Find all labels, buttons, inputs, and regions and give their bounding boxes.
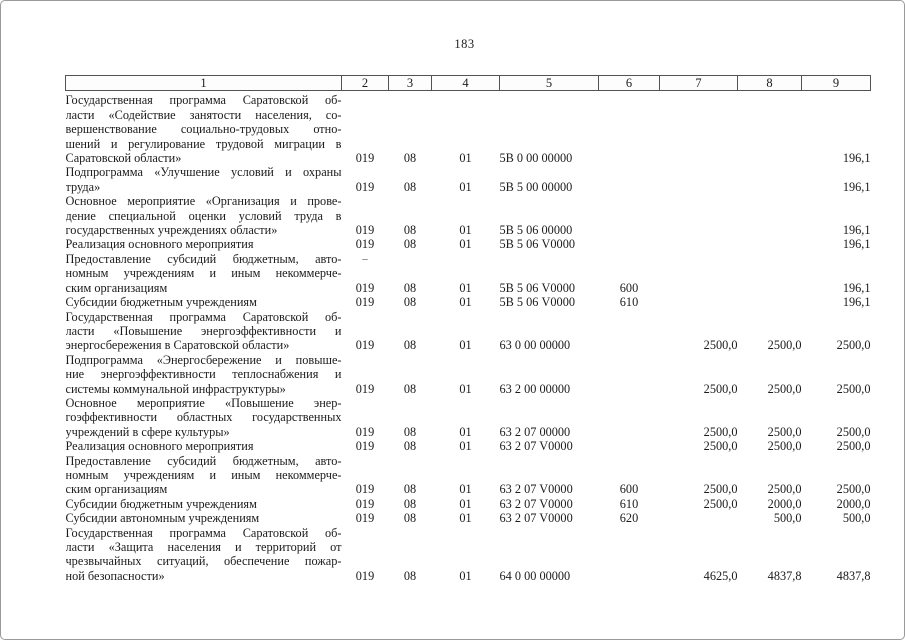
amount-cell-col8 xyxy=(738,511,802,525)
cell-value: 63 2 07 V0000 xyxy=(499,496,573,511)
amount-cell-col8 xyxy=(738,353,802,396)
amount-cell-col7 xyxy=(660,353,738,396)
cell-value: 019 xyxy=(355,511,375,526)
program-name-cell xyxy=(66,396,342,439)
section-code-cell xyxy=(389,295,432,309)
table-header-row xyxy=(66,76,871,91)
table-row xyxy=(66,237,871,251)
cell-value: 196,1 xyxy=(842,280,871,295)
program-name-line: учреждений в сфере культуры» xyxy=(65,424,230,439)
table-row xyxy=(66,497,871,511)
amount-cell-col9 xyxy=(802,310,871,353)
amount-cell-col7 xyxy=(660,511,738,525)
cell-value: 019 xyxy=(355,424,375,439)
target-article-cell xyxy=(500,194,599,237)
table-row xyxy=(66,91,871,166)
program-name-line: ласти «Защита населения и территорий от xyxy=(65,540,342,554)
program-name-line: системы коммунальной инфраструктуры» xyxy=(65,381,286,396)
cell-value: 5В 5 06 V0000 xyxy=(499,280,575,295)
cell-value: 01 xyxy=(459,439,472,454)
program-name-line: дение специальной оценки условий труда в xyxy=(65,208,342,223)
program-name-line: Реализация основного мероприятия xyxy=(65,439,254,454)
target-article-cell xyxy=(500,454,599,497)
subsection-code-cell xyxy=(432,526,500,584)
section-code-cell xyxy=(389,396,432,439)
cell-value: 019 xyxy=(355,568,375,583)
target-article-cell xyxy=(500,237,599,251)
cell-value: 019 xyxy=(355,223,375,238)
table-row xyxy=(66,526,871,584)
grbs-code-cell xyxy=(342,511,389,525)
column-header: 9 xyxy=(802,76,871,91)
table-row xyxy=(66,454,871,497)
program-name-line: Реализация основного мероприятия xyxy=(65,237,254,252)
amount-cell-col9 xyxy=(802,396,871,439)
cell-value: 2500,0 xyxy=(836,338,871,353)
page-number: 183 xyxy=(454,37,475,51)
target-article-cell xyxy=(500,396,599,439)
target-article-cell xyxy=(500,91,599,166)
scan-artifact-dash: – xyxy=(362,252,368,265)
cell-value: 63 0 00 00000 xyxy=(499,338,571,353)
expense-type-cell xyxy=(599,194,660,237)
cell-value: 610 xyxy=(619,496,639,511)
expense-type-cell xyxy=(599,310,660,353)
cell-value: 01 xyxy=(459,381,472,396)
program-name-line: ским организациям xyxy=(65,280,168,295)
cell-value: 01 xyxy=(459,223,472,238)
cell-value: 019 xyxy=(355,381,375,396)
amount-cell-col7 xyxy=(660,310,738,353)
cell-value: 2500,0 xyxy=(836,424,871,439)
cell-value: 500,0 xyxy=(773,511,802,526)
amount-cell-col8 xyxy=(738,439,802,453)
amount-cell-col7 xyxy=(660,91,738,166)
program-name-line: Предоставление субсидий бюджетным, авто- xyxy=(65,251,342,266)
program-name-cell xyxy=(66,511,342,525)
amount-cell-col8 xyxy=(738,310,802,353)
cell-value: 2500,0 xyxy=(703,424,738,439)
cell-value: 5В 5 06 00000 xyxy=(499,223,573,238)
amount-cell-col9 xyxy=(802,252,871,295)
cell-value: 2500,0 xyxy=(703,439,738,454)
section-code-cell xyxy=(389,237,432,251)
cell-value: 64 0 00 00000 xyxy=(499,568,571,583)
cell-value: 2500,0 xyxy=(767,338,802,353)
cell-value: 08 xyxy=(403,295,417,310)
expense-type-cell xyxy=(599,526,660,584)
expense-type-cell xyxy=(599,252,660,295)
subsection-code-cell xyxy=(432,237,500,251)
amount-cell-col7 xyxy=(660,497,738,511)
program-name-cell xyxy=(66,353,342,396)
cell-value: 08 xyxy=(403,179,417,194)
cell-value: 5В 0 00 00000 xyxy=(499,151,573,166)
amount-cell-col7 xyxy=(660,454,738,497)
target-article-cell xyxy=(500,511,599,525)
cell-value: 01 xyxy=(459,424,472,439)
amount-cell-col7 xyxy=(660,526,738,584)
program-name-cell xyxy=(66,237,342,251)
subsection-code-cell xyxy=(432,194,500,237)
table-row xyxy=(66,194,871,237)
program-name-line: Основное мероприятие «Повышение энер- xyxy=(65,395,342,410)
program-name-line: Подпрограмма «Улучшение условий и охраны xyxy=(65,165,342,180)
subsection-code-cell xyxy=(432,396,500,439)
amount-cell-col8 xyxy=(738,194,802,237)
amount-cell-col7 xyxy=(660,194,738,237)
target-article-cell xyxy=(500,252,599,295)
amount-cell-col8 xyxy=(738,526,802,584)
section-code-cell xyxy=(389,439,432,453)
grbs-code-cell xyxy=(342,295,389,309)
amount-cell-col8 xyxy=(738,454,802,497)
cell-value: 63 2 00 00000 xyxy=(499,381,571,396)
table-row xyxy=(66,295,871,309)
cell-value: 01 xyxy=(459,280,472,295)
expense-type-cell xyxy=(599,396,660,439)
program-name-line: Государственная программа Саратовской об- xyxy=(65,93,342,108)
table-row xyxy=(66,511,871,525)
grbs-code-cell xyxy=(342,310,389,353)
cell-value: 08 xyxy=(403,338,417,353)
target-article-cell xyxy=(500,295,599,309)
amount-cell-col9 xyxy=(802,511,871,525)
subsection-code-cell xyxy=(432,353,500,396)
program-name-cell xyxy=(66,454,342,497)
expense-type-cell xyxy=(599,237,660,251)
amount-cell-col8 xyxy=(738,252,802,295)
program-name-line: государственных учреждениях области» xyxy=(65,223,278,238)
grbs-code-cell xyxy=(342,439,389,453)
grbs-code-cell xyxy=(342,526,389,584)
cell-value: 019 xyxy=(355,151,375,166)
cell-value: 08 xyxy=(403,496,417,511)
cell-value: 2500,0 xyxy=(767,439,802,454)
cell-value: 196,1 xyxy=(842,179,871,194)
cell-value: 08 xyxy=(403,568,417,583)
section-code-cell xyxy=(389,91,432,166)
cell-value: 019 xyxy=(355,496,375,511)
subsection-code-cell xyxy=(432,511,500,525)
section-code-cell xyxy=(389,310,432,353)
cell-value: 019 xyxy=(355,439,375,454)
cell-value: 63 2 07 V0000 xyxy=(499,511,573,526)
target-article-cell xyxy=(500,526,599,584)
program-name-line: Субсидии бюджетным учреждениям xyxy=(65,295,257,310)
grbs-code-cell xyxy=(342,497,389,511)
amount-cell-col8 xyxy=(738,396,802,439)
cell-value: 600 xyxy=(619,482,639,497)
amount-cell-col9 xyxy=(802,194,871,237)
program-name-cell xyxy=(66,165,342,194)
program-name-line: номным учреждениям и иным некоммерче- xyxy=(65,467,342,482)
amount-cell-col7 xyxy=(660,165,738,194)
column-header: 3 xyxy=(389,76,432,91)
cell-value: 2000,0 xyxy=(767,496,802,511)
program-name-line: ласти «Содействие занятости населения, со- xyxy=(65,107,342,122)
cell-value: 01 xyxy=(459,237,472,252)
subsection-code-cell xyxy=(432,439,500,453)
amount-cell-col9 xyxy=(802,454,871,497)
grbs-code-cell xyxy=(342,454,389,497)
column-header: 7 xyxy=(660,76,738,91)
amount-cell-col9 xyxy=(802,237,871,251)
cell-value: 019 xyxy=(355,179,375,194)
program-name-cell xyxy=(66,295,342,309)
cell-value: 2500,0 xyxy=(767,424,802,439)
program-name-line: ласти «Повышение энергоэффективности и xyxy=(65,323,342,338)
cell-value: 63 2 07 V0000 xyxy=(499,439,573,454)
table-header xyxy=(66,76,871,91)
target-article-cell xyxy=(500,165,599,194)
grbs-code-cell xyxy=(342,237,389,251)
cell-value: 019 xyxy=(355,482,375,497)
cell-value: 63 2 07 V0000 xyxy=(499,482,573,497)
cell-value: 01 xyxy=(459,482,472,497)
program-name-cell xyxy=(66,497,342,511)
cell-value: 2500,0 xyxy=(767,381,802,396)
grbs-code-cell xyxy=(342,396,389,439)
amount-cell-col8 xyxy=(738,91,802,166)
cell-value: 019 xyxy=(355,280,375,295)
table-row xyxy=(66,353,871,396)
cell-value: 196,1 xyxy=(842,295,871,310)
subsection-code-cell xyxy=(432,310,500,353)
amount-cell-col8 xyxy=(738,237,802,251)
expense-type-cell xyxy=(599,454,660,497)
cell-value: 019 xyxy=(355,237,375,252)
program-name-line: Предоставление субсидий бюджетным, авто- xyxy=(65,453,342,468)
cell-value: 5В 5 06 V0000 xyxy=(499,295,575,310)
cell-value: 196,1 xyxy=(842,151,871,166)
section-code-cell xyxy=(389,194,432,237)
program-name-cell xyxy=(66,439,342,453)
program-name-cell xyxy=(66,252,342,295)
program-name-cell xyxy=(66,310,342,353)
program-name-line: ским организациям xyxy=(65,482,168,497)
cell-value: 196,1 xyxy=(842,237,871,252)
cell-value: 08 xyxy=(403,223,417,238)
grbs-code-cell xyxy=(342,252,389,295)
section-code-cell xyxy=(389,454,432,497)
cell-value: 2500,0 xyxy=(836,482,871,497)
table-row xyxy=(66,165,871,194)
expense-type-cell xyxy=(599,439,660,453)
column-header: 6 xyxy=(599,76,660,91)
cell-value: 2500,0 xyxy=(703,482,738,497)
section-code-cell xyxy=(389,353,432,396)
subsection-code-cell xyxy=(432,497,500,511)
cell-value: 600 xyxy=(619,280,639,295)
expense-type-cell xyxy=(599,497,660,511)
cell-value: 08 xyxy=(403,511,417,526)
expense-type-cell xyxy=(599,165,660,194)
program-name-line: Субсидии автономным учреждениям xyxy=(65,511,260,526)
grbs-code-cell xyxy=(342,353,389,396)
program-name-cell xyxy=(66,194,342,237)
cell-value: 500,0 xyxy=(842,511,871,526)
program-name-line: номным учреждениям и иным некоммерче- xyxy=(65,266,342,281)
table-row xyxy=(66,252,871,295)
cell-value: 2000,0 xyxy=(836,496,871,511)
cell-value: 4837,8 xyxy=(836,568,871,583)
cell-value: 2500,0 xyxy=(767,482,802,497)
subsection-code-cell xyxy=(432,454,500,497)
target-article-cell xyxy=(500,497,599,511)
program-name-line: Саратовской области» xyxy=(65,151,182,166)
table-row xyxy=(66,310,871,353)
program-name-line: шений и регулирование трудовой миграции в xyxy=(65,136,342,151)
subsection-code-cell xyxy=(432,295,500,309)
cell-value: 2500,0 xyxy=(836,381,871,396)
section-code-cell xyxy=(389,526,432,584)
cell-value: 019 xyxy=(355,295,375,310)
grbs-code-cell xyxy=(342,194,389,237)
program-name-line: Государственная программа Саратовской об- xyxy=(65,309,342,324)
cell-value: 2500,0 xyxy=(703,496,738,511)
subsection-code-cell xyxy=(432,91,500,166)
amount-cell-col7 xyxy=(660,295,738,309)
amount-cell-col9 xyxy=(802,165,871,194)
program-name-line: чрезвычайных ситуаций, обеспечение пожар- xyxy=(65,554,342,569)
program-name-cell xyxy=(66,526,342,584)
cell-value: 5В 5 06 V0000 xyxy=(499,237,575,252)
expense-type-cell xyxy=(599,295,660,309)
cell-value: 2500,0 xyxy=(703,338,738,353)
cell-value: 08 xyxy=(403,439,417,454)
cell-value: 08 xyxy=(403,280,417,295)
cell-value: 01 xyxy=(459,568,472,583)
amount-cell-col9 xyxy=(802,295,871,309)
target-article-cell xyxy=(500,310,599,353)
cell-value: 2500,0 xyxy=(703,381,738,396)
cell-value: 01 xyxy=(459,295,472,310)
program-name-line: Основное мероприятие «Организация и прове- xyxy=(65,194,342,209)
cell-value: 4837,8 xyxy=(767,568,802,583)
expense-type-cell xyxy=(599,353,660,396)
column-header: 4 xyxy=(432,76,500,91)
program-name-line: Подпрограмма «Энергосбережение и повыше- xyxy=(65,352,342,367)
column-header: 1 xyxy=(66,76,342,91)
program-name-line: вершенствование социально-трудовых отно- xyxy=(65,122,342,137)
amount-cell-col9 xyxy=(802,526,871,584)
cell-value: 610 xyxy=(619,295,639,310)
section-code-cell xyxy=(389,511,432,525)
cell-value: 5В 5 00 00000 xyxy=(499,179,573,194)
cell-value: 01 xyxy=(459,338,472,353)
cell-value: 63 2 07 00000 xyxy=(499,424,571,439)
cell-value: 08 xyxy=(403,151,417,166)
program-name-line: Субсидии бюджетным учреждениям xyxy=(65,496,257,511)
program-name-line: ной безопасности» xyxy=(65,568,165,583)
cell-value: 019 xyxy=(355,338,375,353)
cell-value: 01 xyxy=(459,151,472,166)
budget-table xyxy=(65,75,871,583)
section-code-cell xyxy=(389,165,432,194)
cell-value: 620 xyxy=(619,511,639,526)
column-header: 8 xyxy=(738,76,802,91)
amount-cell-col8 xyxy=(738,295,802,309)
program-name-line: ние энергоэффективности теплоснабжения и xyxy=(65,367,342,382)
cell-value: 01 xyxy=(459,179,472,194)
cell-value: 08 xyxy=(403,482,417,497)
table-body xyxy=(66,91,871,583)
amount-cell-col9 xyxy=(802,353,871,396)
amount-cell-col7 xyxy=(660,439,738,453)
program-name-cell xyxy=(66,91,342,166)
section-code-cell xyxy=(389,252,432,295)
amount-cell-col8 xyxy=(738,165,802,194)
target-article-cell xyxy=(500,353,599,396)
expense-type-cell xyxy=(599,91,660,166)
amount-cell-col8 xyxy=(738,497,802,511)
cell-value: 01 xyxy=(459,511,472,526)
program-name-line: труда» xyxy=(65,179,101,194)
cell-value: 08 xyxy=(403,424,417,439)
section-code-cell xyxy=(389,497,432,511)
program-name-line: Государственная программа Саратовской об- xyxy=(65,525,342,540)
amount-cell-col7 xyxy=(660,252,738,295)
amount-cell-col7 xyxy=(660,396,738,439)
cell-value: 08 xyxy=(403,381,417,396)
amount-cell-col9 xyxy=(802,439,871,453)
cell-value: 08 xyxy=(403,237,417,252)
cell-value: 2500,0 xyxy=(836,439,871,454)
program-name-line: гоэффективности областных государственных xyxy=(65,410,342,425)
grbs-code-cell xyxy=(342,91,389,166)
amount-cell-col9 xyxy=(802,91,871,166)
cell-value: 196,1 xyxy=(842,223,871,238)
column-header: 5 xyxy=(500,76,599,91)
grbs-code-cell xyxy=(342,165,389,194)
column-header: 2 xyxy=(342,76,389,91)
cell-value: 01 xyxy=(459,496,472,511)
program-name-line: энергосбережения в Саратовской области» xyxy=(65,338,290,353)
amount-cell-col9 xyxy=(802,497,871,511)
subsection-code-cell xyxy=(432,165,500,194)
amount-cell-col7 xyxy=(660,237,738,251)
cell-value: 4625,0 xyxy=(703,568,738,583)
target-article-cell xyxy=(500,439,599,453)
subsection-code-cell xyxy=(432,252,500,295)
table-row xyxy=(66,439,871,453)
table-row xyxy=(66,396,871,439)
expense-type-cell xyxy=(599,511,660,525)
